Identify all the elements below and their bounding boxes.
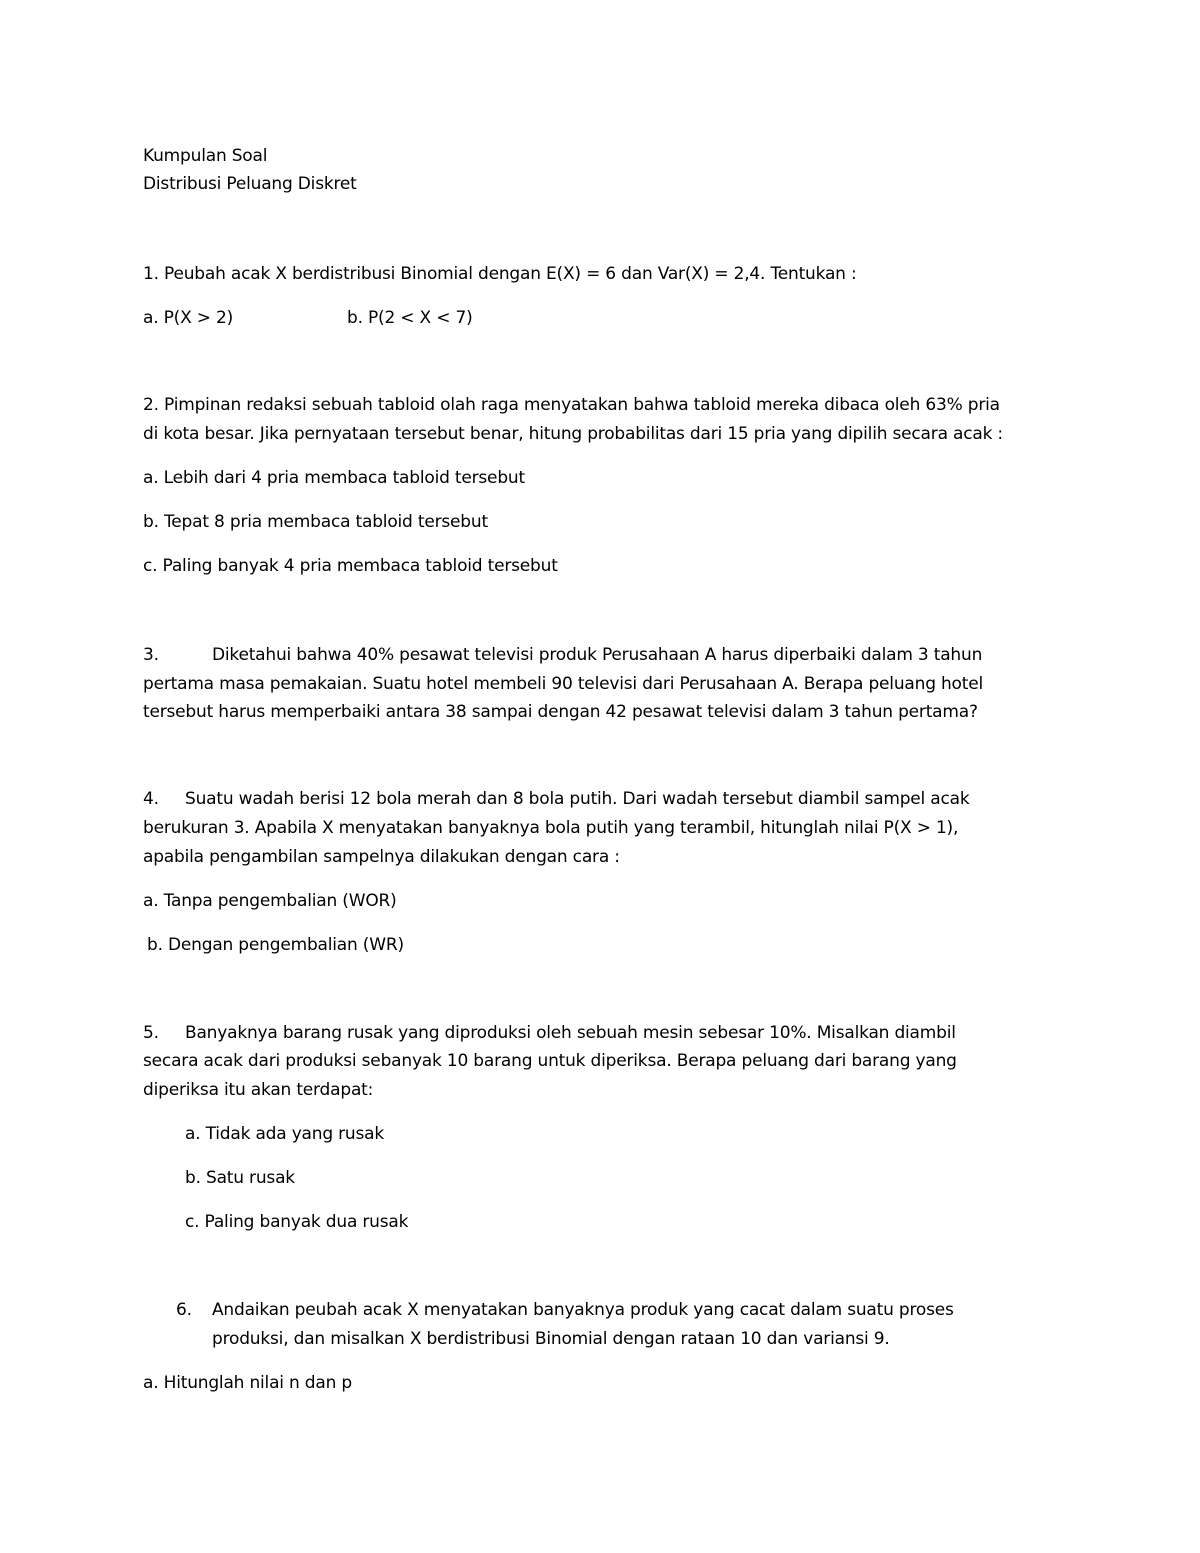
question-1-option-b: b. P(2 < X < 7) — [347, 308, 473, 328]
doc-subtitle: Distribusi Peluang Diskret — [143, 174, 357, 194]
question-6-line-1: Andaikan peubah acak X menyatakan banyaknya produk yang cacat dalam suatu proses — [212, 1300, 954, 1320]
question-4-line-3: apabila pengambilan sampelnya dilakukan dengan cara : — [143, 847, 620, 867]
question-4-line-1: Suatu wadah berisi 12 bola merah dan 8 bola putih. Dari wadah tersebut diambil sampel acak — [185, 789, 970, 809]
question-3-number: 3. — [143, 645, 159, 665]
question-5-line-2: secara acak dari produksi sebanyak 10 barang untuk diperiksa. Berapa peluang dari barang yang — [143, 1051, 957, 1071]
question-2-line-2: di kota besar. Jika pernyataan tersebut benar, hitung probabilitas dari 15 pria yang dipilih secara acak : — [143, 424, 1003, 444]
question-2-line-1: 2. Pimpinan redaksi sebuah tabloid olah raga menyatakan bahwa tabloid mereka dibaca oleh 63% pria — [143, 395, 1000, 415]
question-5-option-a: a. Tidak ada yang rusak — [185, 1124, 385, 1144]
question-2-option-a: a. Lebih dari 4 pria membaca tabloid tersebut — [143, 468, 525, 488]
question-4-line-2: berukuran 3. Apabila X menyatakan banyaknya bola putih yang terambil, hitunglah nilai P(X > 1), — [143, 818, 959, 838]
question-2-option-b: b. Tepat 8 pria membaca tabloid tersebut — [143, 512, 488, 532]
question-4-option-a: a. Tanpa pengembalian (WOR) — [143, 891, 397, 911]
question-4-option-b: b. Dengan pengembalian (WR) — [147, 935, 404, 955]
question-3-line-3: tersebut harus memperbaiki antara 38 sampai dengan 42 pesawat televisi dalam 3 tahun pertama? — [143, 702, 978, 722]
question-4-number: 4. — [143, 789, 159, 809]
question-3-line-2: pertama masa pemakaian. Suatu hotel membeli 90 televisi dari Perusahaan A. Berapa peluang hotel — [143, 674, 984, 694]
question-6-number: 6. — [176, 1300, 192, 1320]
question-5-line-3: diperiksa itu akan terdapat: — [143, 1080, 374, 1100]
question-5-option-c: c. Paling banyak dua rusak — [185, 1212, 409, 1232]
question-1-option-a: a. P(X > 2) — [143, 308, 234, 328]
question-3-line-1: Diketahui bahwa 40% pesawat televisi produk Perusahaan A harus diperbaiki dalam 3 tahun — [212, 645, 983, 665]
question-5-number: 5. — [143, 1023, 159, 1043]
question-1-text: 1. Peubah acak X berdistribusi Binomial dengan E(X) = 6 dan Var(X) = 2,4. Tentukan : — [143, 264, 857, 284]
question-6-line-2: produksi, dan misalkan X berdistribusi Binomial dengan rataan 10 dan variansi 9. — [212, 1329, 890, 1349]
question-5-option-b: b. Satu rusak — [185, 1168, 295, 1188]
question-2-option-c: c. Paling banyak 4 pria membaca tabloid tersebut — [143, 556, 558, 576]
doc-title: Kumpulan Soal — [143, 146, 268, 166]
question-5-line-1: Banyaknya barang rusak yang diproduksi oleh sebuah mesin sebesar 10%. Misalkan diambil — [185, 1023, 956, 1043]
question-6-option-a: a. Hitunglah nilai n dan p — [143, 1373, 352, 1393]
